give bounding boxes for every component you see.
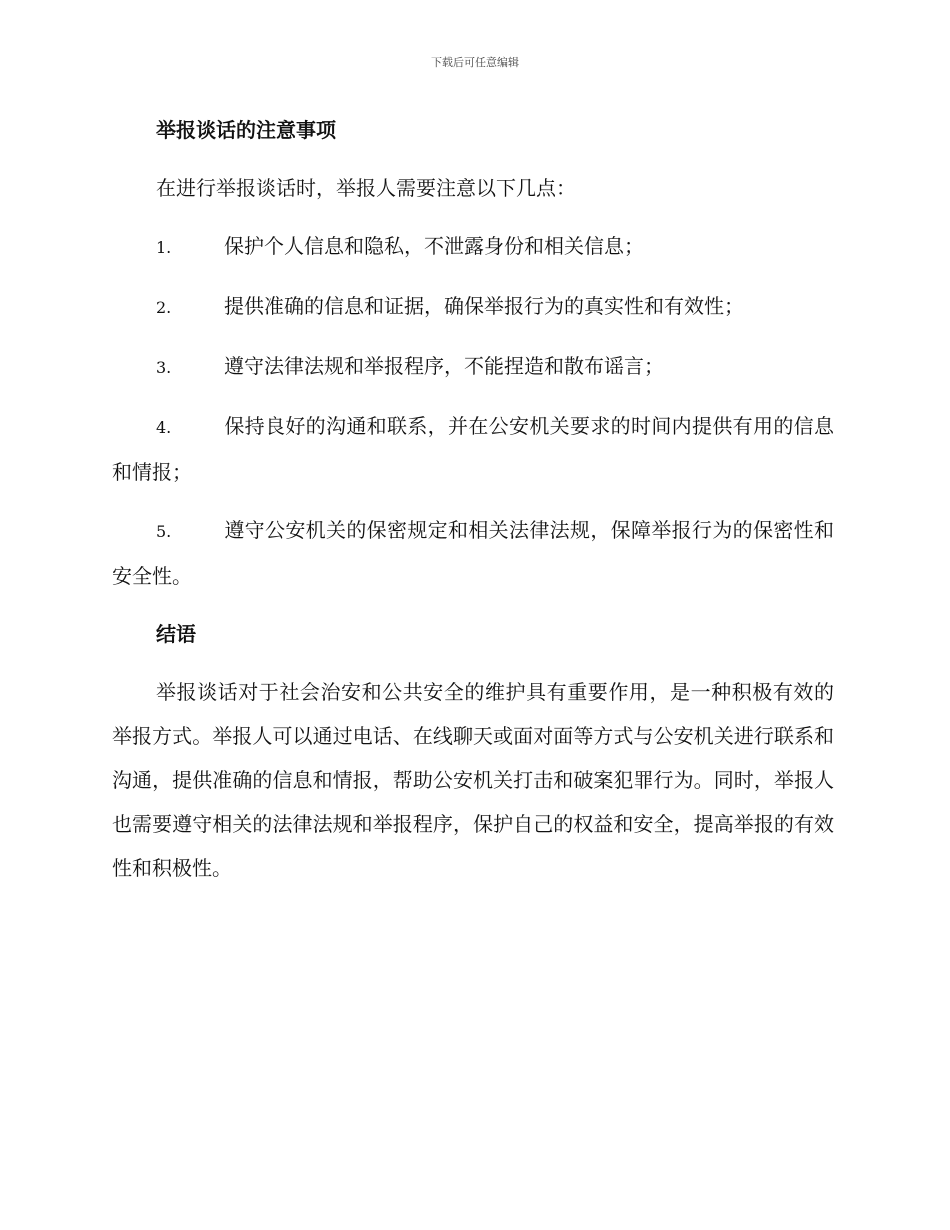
list-item-number: 3. bbox=[156, 358, 172, 377]
list-item-number: 5. bbox=[156, 522, 172, 541]
list-item-text: 保护个人信息和隐私，不泄露身份和相关信息； bbox=[224, 234, 644, 258]
list-item-text: 保持良好的沟通和联系，并在公安机关要求的时间内提供有用的信息和情报； bbox=[112, 414, 834, 484]
list-item-number: 1. bbox=[156, 238, 172, 257]
section-heading-conclusion: 结语 bbox=[156, 622, 196, 646]
page-header-note: 下载后可任意编辑 bbox=[431, 56, 519, 69]
list-item bbox=[112, 344, 834, 390]
list-item-number: 2. bbox=[156, 298, 172, 317]
list-item-text: 遵守法律法规和举报程序，不能捏造和散布谣言； bbox=[224, 354, 664, 378]
section-heading-precautions: 举报谈话的注意事项 bbox=[156, 118, 336, 142]
list-item bbox=[112, 224, 834, 270]
list-item bbox=[112, 508, 834, 598]
document-body bbox=[112, 108, 834, 890]
list-item bbox=[112, 404, 834, 494]
list-item-text: 遵守公安机关的保密规定和相关法律法规，保障举报行为的保密性和安全性。 bbox=[112, 518, 834, 588]
intro-paragraph: 在进行举报谈话时，举报人需要注意以下几点： bbox=[156, 176, 576, 200]
conclusion-paragraph: 举报谈话对于社会治安和公共安全的维护具有重要作用，是一种积极有效的举报方式。举报人可以通过电话、在线聊天或面对面等方式与公安机关进行联系和沟通，提供准确的信息和情报，帮助公安机关打击和破案犯罪行为。同时，举报人也需要遵守相关的法律法规和举报程序，保护自己的权益和安全，提高举报的有效性和积极性。 bbox=[112, 680, 834, 880]
list-item-number: 4. bbox=[156, 418, 172, 437]
list-item bbox=[112, 284, 834, 330]
list-item-text: 提供准确的信息和证据，确保举报行为的真实性和有效性； bbox=[224, 294, 744, 318]
